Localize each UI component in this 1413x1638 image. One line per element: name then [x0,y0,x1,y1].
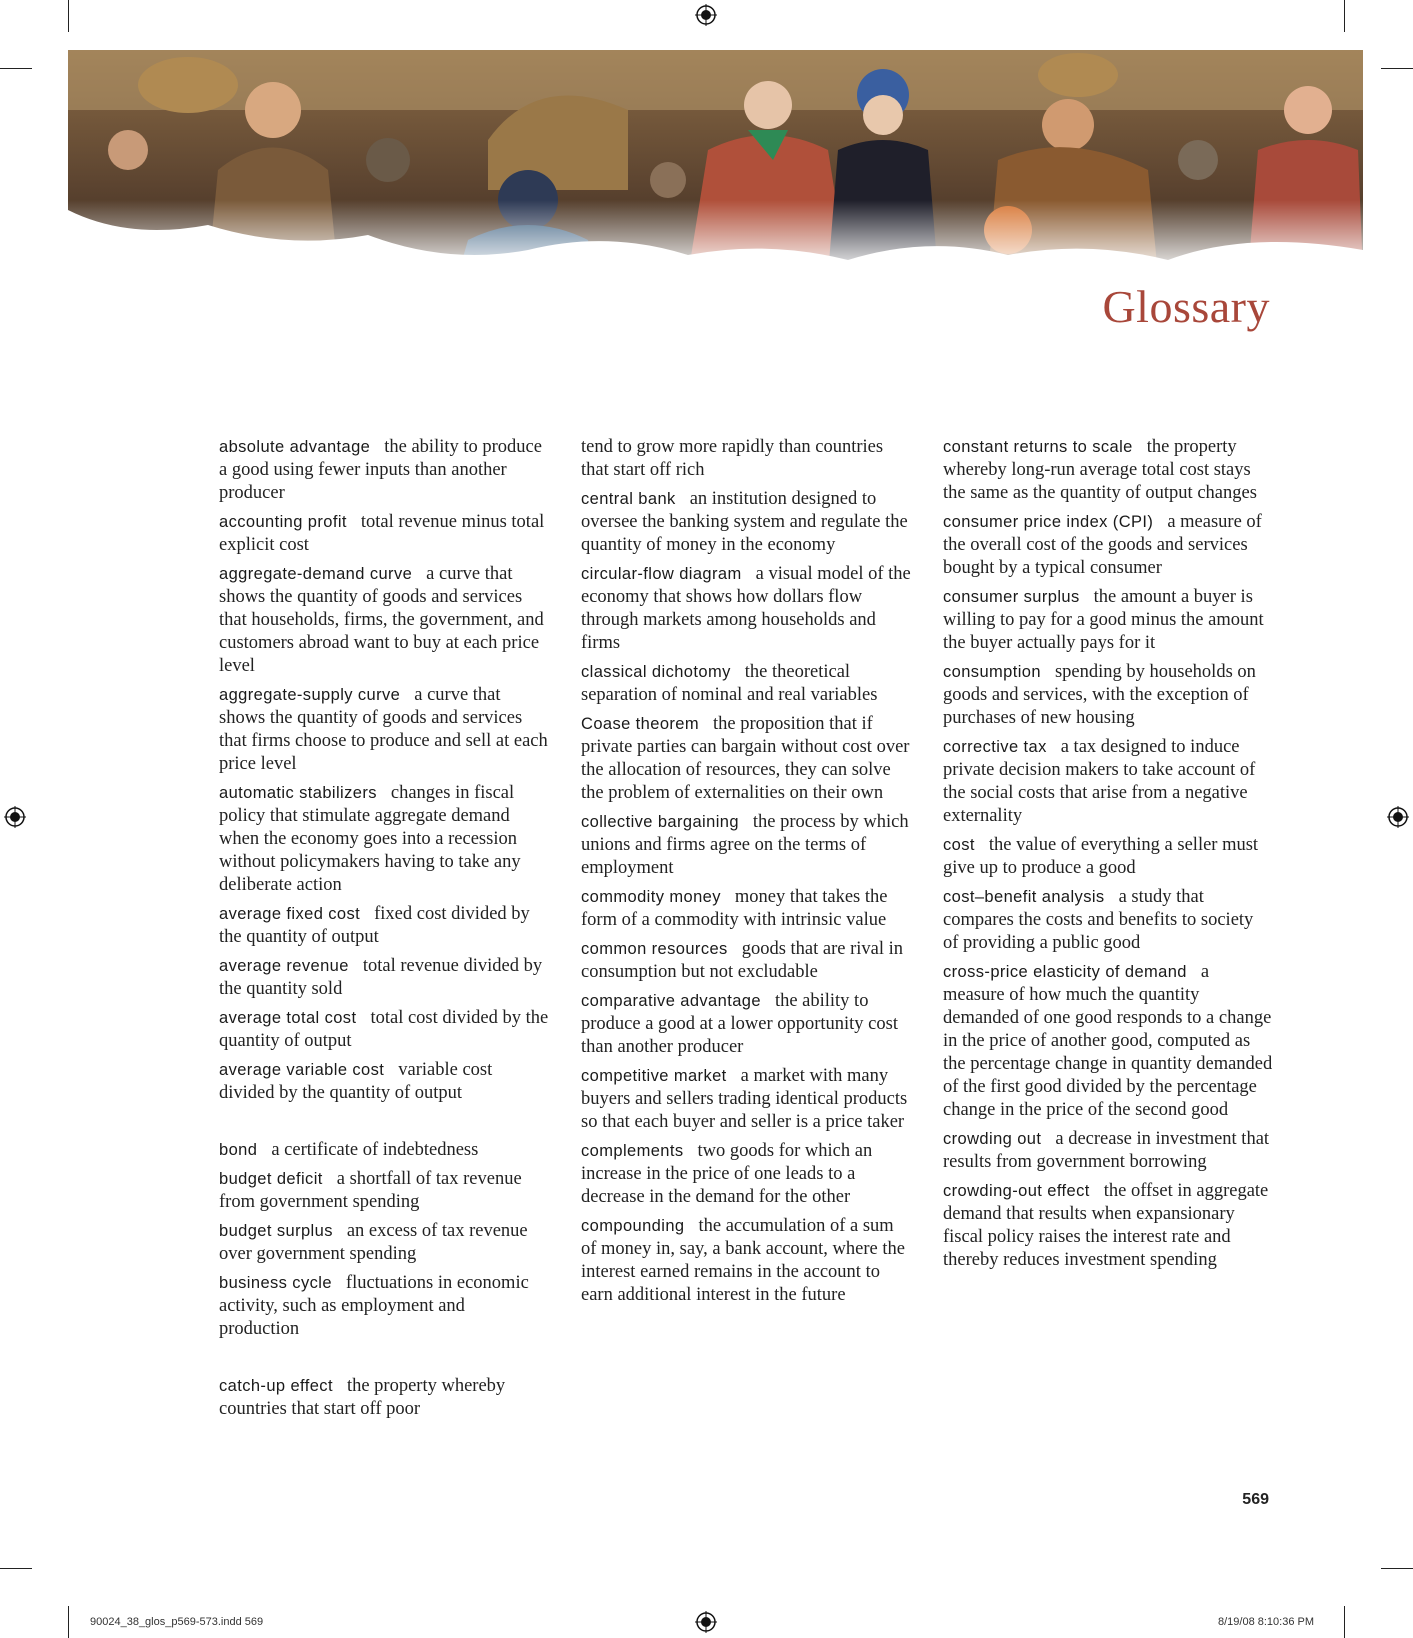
glossary-entry [219,1139,549,1162]
glossary-entry [219,1168,549,1214]
glossary-entry [943,586,1273,655]
market-scene-banner [68,50,1363,275]
glossary-term: competitive market [581,1067,727,1085]
glossary-entry [581,488,911,557]
glossary-term: crowding-out effect [943,1182,1090,1200]
glossary-entry [943,511,1273,580]
glossary-definition: the process by which unions and firms agree on the terms of employment [581,812,909,878]
glossary-term: consumer price index (CPI) [943,513,1154,531]
crop-mark-top-left-v [68,0,69,32]
glossary-entry [219,511,549,557]
glossary-entry [219,1272,549,1341]
glossary-entry [219,903,549,949]
glossary-definition: a curve that shows the quantity of goods and services that firms choose to produce and sell at each price level [219,685,548,774]
glossary-definition: a measure of the overall cost of the goods and services bought by a typical consumer [943,512,1262,578]
glossary-term: absolute advantage [219,438,371,456]
glossary-definition: the property whereby long-run average total cost stays the same as the quantity of output changes [943,437,1257,503]
glossary-definition: a certificate of indebtedness [271,1140,479,1160]
glossary-entry [943,1128,1273,1174]
glossary-definition: the value of everything a seller must give up to produce a good [943,835,1259,878]
entry-group-spacer [219,1347,549,1375]
glossary-entry [943,661,1273,730]
glossary-definition: total revenue minus total explicit cost [219,512,545,555]
crop-mark-top-left-h [0,68,32,69]
glossary-term: consumer surplus [943,588,1080,606]
glossary-term: budget deficit [219,1170,323,1188]
glossary-definition: a market with many buyers and sellers trading identical products so that each buyer and seller is a price taker [581,1066,908,1132]
slug-file-info: 90024_38_glos_p569-573.indd 569 [90,1616,264,1628]
glossary-term: constant returns to scale [943,438,1133,456]
crop-mark-bottom-left-v [68,1606,69,1638]
glossary-definition: a visual model of the economy that shows how dollars flow through markets among households and firms [581,564,911,653]
glossary-entry [219,1059,549,1105]
glossary-term: Coase theorem [581,715,700,733]
glossary-entry [943,834,1273,880]
glossary-column-1 [219,436,549,1427]
glossary-entry [581,886,911,932]
glossary-entry [581,1065,911,1134]
glossary-definition: tend to grow more rapidly than countries that start off rich [581,437,884,480]
glossary-term: common resources [581,940,728,958]
glossary-definition: spending by households on goods and services, with the exception of purchases of new housing [943,662,1256,728]
glossary-entry [219,563,549,678]
glossary-term: central bank [581,490,676,508]
glossary-term: comparative advantage [581,992,761,1010]
glossary-definition: the ability to produce a good using fewer inputs than another producer [219,437,542,503]
registration-mark-left-icon [4,806,26,828]
glossary-term: average variable cost [219,1061,385,1079]
glossary-term: budget surplus [219,1222,333,1240]
glossary-entry [581,1140,911,1209]
glossary-definition: two goods for which an increase in the price of one leads to a decrease in the demand for the other [581,1141,873,1207]
slug-date-info: 8/19/08 8:10:36 PM [1218,1616,1315,1628]
page-title: Glossary [1102,281,1270,332]
glossary-definition: the proposition that if private parties can bargain without cost over the allocation of resources, they can solve the problem of externalities on their own [581,714,910,803]
glossary-entry [219,684,549,776]
glossary-definition: a measure of how much the quantity demanded of one good responds to a change in the price of another good, computed as the percentage change in quantity demanded of the first good divided by the percentage change in the price of the second good [943,962,1273,1120]
glossary-definition: a decrease in investment that results from government borrowing [943,1129,1270,1172]
crop-mark-top-right-v [1344,0,1345,32]
glossary-entry [219,1375,549,1421]
glossary-term: business cycle [219,1274,332,1292]
glossary-definition: an excess of tax revenue over government spending [219,1221,528,1264]
glossary-entry [219,782,549,897]
glossary-column-2 [581,436,911,1313]
glossary-entry [219,1007,549,1053]
glossary-term: cost [943,836,975,854]
glossary-term: average fixed cost [219,905,361,923]
glossary-entry [581,938,911,984]
glossary-definition: changes in fiscal policy that stimulate aggregate demand when the economy goes into a recession without policymakers having to take any deliberate action [219,783,521,895]
glossary-definition: the ability to produce a good at a lower opportunity cost than another producer [581,991,898,1057]
registration-mark-top-icon [695,4,717,26]
glossary-term: compounding [581,1217,685,1235]
glossary-definition: a study that compares the costs and benefits to society of providing a public good [943,887,1254,953]
entry-group-spacer [219,1111,549,1139]
registration-mark-right-icon [1387,806,1409,828]
glossary-term: cost–benefit analysis [943,888,1105,906]
glossary-entry [943,961,1273,1122]
crop-mark-bottom-right-v [1344,1606,1345,1638]
glossary-term: consumption [943,663,1041,681]
glossary-entry [943,886,1273,955]
glossary-column-3 [943,436,1273,1278]
glossary-entry [581,990,911,1059]
glossary-term: average total cost [219,1009,357,1027]
glossary-definition: goods that are rival in consumption but not excludable [581,939,904,982]
glossary-definition: money that takes the form of a commodity with intrinsic value [581,887,888,930]
glossary-definition: a tax designed to induce private decision makers to take account of the social costs that arise from a negative externality [943,737,1256,826]
page-number: 569 [1242,1491,1269,1508]
glossary-term: catch-up effect [219,1377,333,1395]
glossary-entry [581,811,911,880]
glossary-entry [219,1220,549,1266]
glossary-term: circular-flow diagram [581,565,742,583]
glossary-definition: the property whereby countries that start off poor [219,1376,506,1419]
glossary-term: accounting profit [219,513,347,531]
glossary-definition: variable cost divided by the quantity of output [219,1060,493,1103]
glossary-term: collective bargaining [581,813,739,831]
glossary-definition: the accumulation of a sum of money in, say, a bank account, where the interest earned remains in the account to earn additional interest in the future [581,1216,905,1305]
glossary-entry [581,661,911,707]
glossary-definition: the amount a buyer is willing to pay for a good minus the amount the buyer actually pays for it [943,587,1264,653]
glossary-definition: a curve that shows the quantity of goods and services that households, firms, the government, and customers abroad want to buy at each price level [219,564,544,676]
glossary-definition: the offset in aggregate demand that results when expansionary fiscal policy raises the interest rate and thereby reduces investment spending [943,1181,1269,1270]
glossary-definition: fluctuations in economic activity, such as employment and production [219,1273,529,1339]
glossary-definition: total cost divided by the quantity of output [219,1008,549,1051]
glossary-term: cross-price elasticity of demand [943,963,1187,981]
crop-mark-top-right-h [1381,68,1413,69]
glossary-definition: a shortfall of tax revenue from government spending [219,1169,522,1212]
glossary-definition: total revenue divided by the quantity sold [219,956,543,999]
glossary-entry [943,436,1273,505]
glossary-term: average revenue [219,957,349,975]
glossary-entry [581,713,911,805]
glossary-entry [581,1215,911,1307]
glossary-term: automatic stabilizers [219,784,377,802]
glossary-entry [581,563,911,655]
glossary-term: complements [581,1142,684,1160]
glossary-entry [943,736,1273,828]
glossary-term: aggregate-demand curve [219,565,413,583]
crop-mark-bottom-left-h [0,1568,32,1569]
glossary-definition: fixed cost divided by the quantity of output [219,904,530,947]
glossary-definition: the theoretical separation of nominal and real variables [581,662,878,705]
glossary-definition: an institution designed to oversee the banking system and regulate the quantity of money in the economy [581,489,908,555]
glossary-term: commodity money [581,888,721,906]
glossary-entry [219,955,549,1001]
glossary-term: corrective tax [943,738,1047,756]
glossary-entry [943,1180,1273,1272]
registration-mark-bottom-icon [695,1611,717,1633]
glossary-term: crowding out [943,1130,1042,1148]
glossary-term: aggregate-supply curve [219,686,401,704]
glossary-entry [581,436,911,482]
glossary-term: classical dichotomy [581,663,731,681]
glossary-entry [219,436,549,505]
crop-mark-bottom-right-h [1381,1568,1413,1569]
glossary-term: bond [219,1141,258,1159]
